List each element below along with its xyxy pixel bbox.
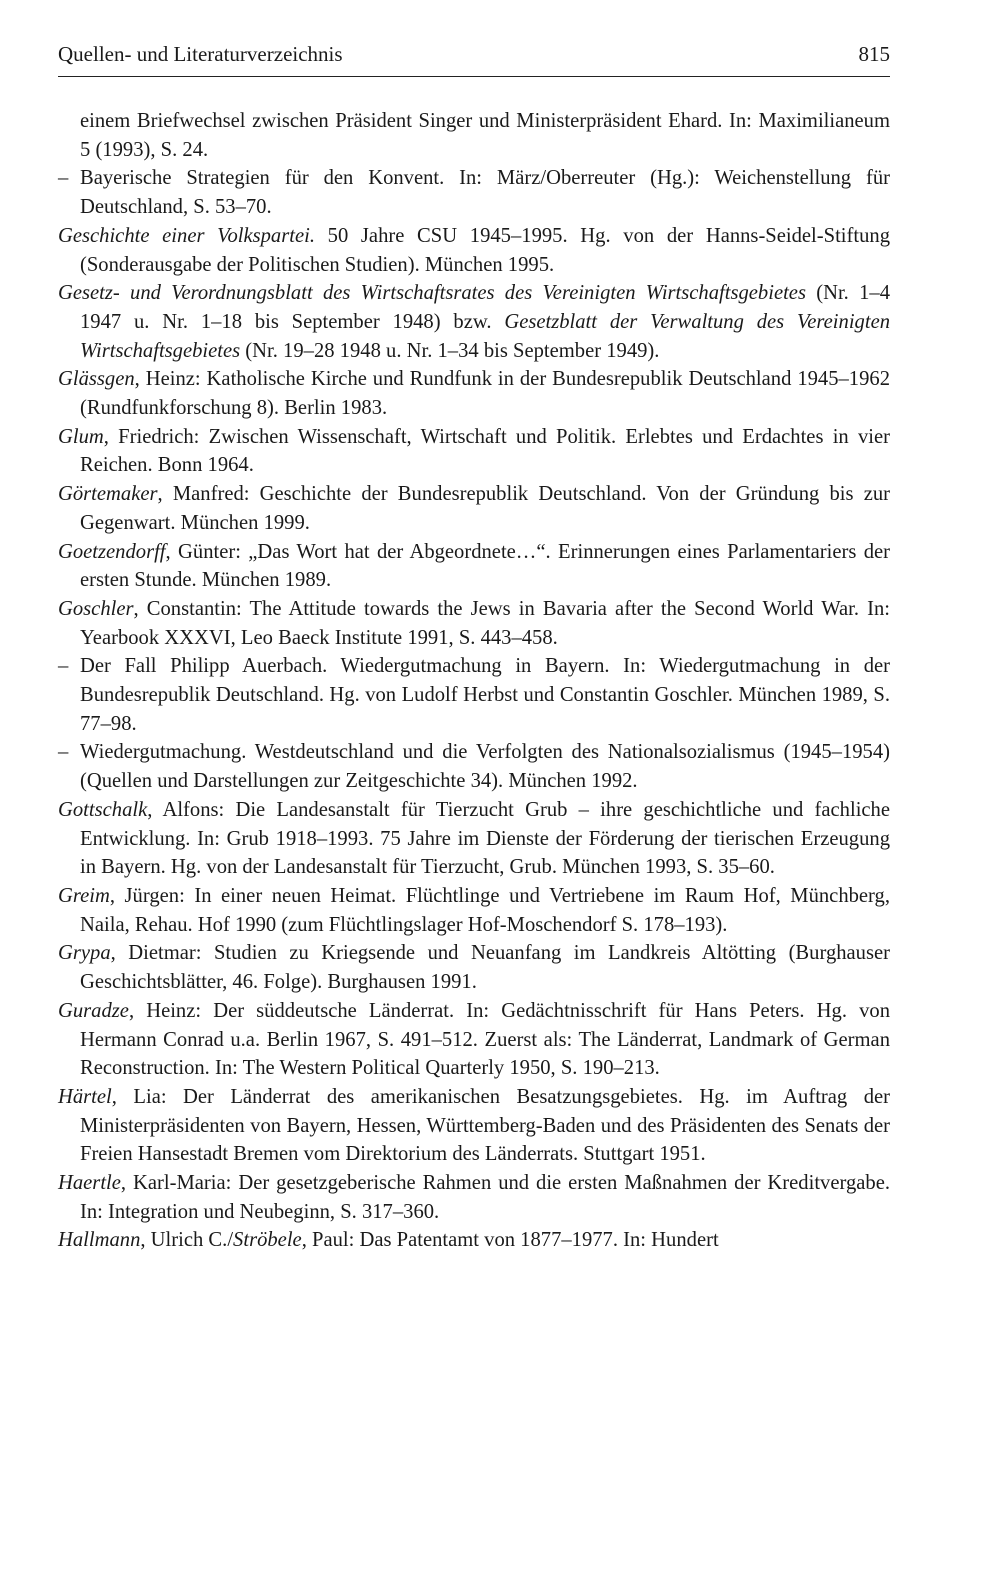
entry-text: , Constantin: The Attitude towards the Jews in Bavaria after the Second World War. In: Yearbook XXXVI, Leo Baeck Institute 1991, S. 443–458.: [80, 597, 890, 649]
bibliography-entry: [58, 882, 890, 939]
entry-text: (Nr. 1–4 1947 u. Nr. 1–18 bis September 1948) bzw.: [80, 282, 890, 333]
italic-text: Gottschalk: [58, 798, 148, 821]
italic-text: Gesetz- und Verordnungsblatt des Wirtschaftsrates des Vereinigten Wirtschaftsgebietes: [58, 282, 806, 305]
bibliography-entry: [58, 365, 890, 422]
entry-text: (Nr. 19–28 1948 u. Nr. 1–34 bis September 1949).: [240, 339, 660, 362]
entry-text: , Paul: Das Patentamt von 1877–1977. In: Hundert: [301, 1229, 719, 1252]
ditto-dash: –: [58, 167, 69, 190]
bibliography-entry: [58, 538, 890, 595]
bibliography-entry: [58, 480, 890, 537]
italic-text: Glässgen: [58, 368, 135, 391]
bibliography-entry-ditto: [58, 652, 890, 738]
italic-text: Greim: [58, 884, 110, 907]
running-head: [58, 42, 890, 67]
italic-text: Görtemaker: [58, 483, 158, 506]
italic-text: Hallmann: [58, 1229, 141, 1252]
entry-text: Wiedergutmachung. Westdeutschland und die Verfolgten des Nationalsozialismus (1945–1954) (Quellen und Darstellungen zur Zeitgeschichte 34). München 1992.: [80, 741, 890, 793]
entry-text: , Karl-Maria: Der gesetzgeberische Rahmen und die ersten Maßnahmen der Kreditvergabe. In: Integration und Neubeginn, S. 317–360.: [80, 1172, 890, 1223]
ditto-dash: –: [58, 741, 69, 764]
italic-text: Härtel: [58, 1085, 112, 1108]
bibliography-entry-ditto: [58, 738, 890, 795]
bibliography-entry: [58, 939, 890, 996]
bibliography-entry: [58, 595, 890, 652]
italic-text: Gesetzblatt der Verwaltung des Vereinigten Wirtschaftsgebietes: [80, 310, 891, 362]
bibliography-entry: [58, 1169, 890, 1226]
entry-text: 50 Jahre CSU 1945–1995. Hg. von der Hanns-Seidel-Stiftung (Sonderausgabe der Politischen Studien). München 1995.: [80, 224, 890, 276]
page-number: 815: [858, 42, 890, 66]
entry-text: , Günter: „Das Wort hat der Abgeordnete…“. Erinnerungen eines Parlamentariers der ersten Stunde. München 1989.: [80, 540, 890, 592]
italic-text: Goetzendorff: [58, 540, 166, 563]
entry-text: einem Briefwechsel zwischen Präsident Singer und Ministerpräsident Ehard. In: Maximilianeum 5 (1993), S. 24.: [80, 110, 890, 161]
italic-text: Glum: [58, 425, 104, 448]
ditto-dash: –: [58, 655, 69, 678]
bibliography-entry: [58, 423, 890, 480]
entry-text: , Manfred: Geschichte der Bundesrepublik Deutschland. Von der Gründung bis zur Gegenwart. München 1999.: [80, 483, 890, 534]
bibliography-list: [58, 107, 890, 1255]
entry-text: , Friedrich: Zwischen Wissenschaft, Wirtschaft und Politik. Erlebtes und Erdachtes in vier Reichen. Bonn 1964.: [80, 425, 890, 477]
bibliography-entry: [58, 1083, 890, 1169]
bibliography-entry: [58, 222, 890, 279]
header-rule: [58, 76, 890, 77]
entry-text: Bayerische Strategien für den Konvent. In: März/Oberreuter (Hg.): Weichenstellung für Deutschland, S. 53–70.: [80, 167, 890, 219]
bibliography-entry: [58, 107, 890, 164]
bibliography-entry: [58, 1226, 890, 1255]
italic-text: Grypa: [58, 942, 111, 965]
entry-text: , Jürgen: In einer neuen Heimat. Flüchtlinge und Vertriebene im Raum Hof, Münchberg, Naila, Rehau. Hof 1990 (zum Flüchtlingslager Hof-Moschendorf S. 178–193).: [80, 884, 890, 936]
running-title: Quellen- und Literaturverzeichnis: [58, 42, 343, 66]
bibliography-entry: [58, 279, 890, 365]
bibliography-entry: [58, 997, 890, 1083]
entry-text: , Ulrich C./: [140, 1229, 234, 1252]
bibliography-entry: [58, 796, 890, 882]
italic-text: Goschler: [58, 597, 134, 620]
italic-text: Guradze: [58, 999, 129, 1022]
italic-text: Geschichte einer Volkspartei.: [58, 224, 315, 247]
italic-text: Ströbele: [233, 1229, 302, 1252]
bibliography-entry-ditto: [58, 164, 890, 221]
entry-text: , Alfons: Die Landesanstalt für Tierzucht Grub – ihre geschichtliche und fachliche Entwicklung. In: Grub 1918–1993. 75 Jahre im Dienste der Förderung der tierischen Erzeugung in Bayern. Hg. von der Landesanstalt für Tierzucht, Grub. München 1993, S. 35–60.: [80, 798, 890, 879]
italic-text: Haertle: [58, 1172, 121, 1195]
entry-text: , Lia: Der Länderrat des amerikanischen Besatzungsgebietes. Hg. im Auftrag der Ministerpräsidenten von Bayern, Hessen, Württemberg-Baden und des Präsidenten des Senats der Freien Hansestadt Bremen vom Direktorium des Länderrats. Stuttgart 1951.: [80, 1085, 890, 1166]
entry-text: , Heinz: Der süddeutsche Länderrat. In: Gedächtnisschrift für Hans Peters. Hg. von Hermann Conrad u.a. Berlin 1967, S. 491–512. Zuerst als: The Länderrat, Landmark of German Reconstruction. In: The Western Political Quarterly 1950, S. 190–213.: [80, 999, 890, 1080]
entry-text: Der Fall Philipp Auerbach. Wiedergutmachung in Bayern. In: Wiedergutmachung in der Bundesrepublik Deutschland. Hg. von Ludolf Herbst und Constantin Goschler. München 1989, S. 77–98.: [80, 655, 890, 735]
entry-text: , Heinz: Katholische Kirche und Rundfunk in der Bundesrepublik Deutschland 1945–1962 (Rundfunkforschung 8). Berlin 1983.: [80, 368, 890, 420]
entry-text: , Dietmar: Studien zu Kriegsende und Neuanfang im Landkreis Altötting (Burghauser Geschichtsblätter, 46. Folge). Burghausen 1991.: [80, 942, 890, 994]
